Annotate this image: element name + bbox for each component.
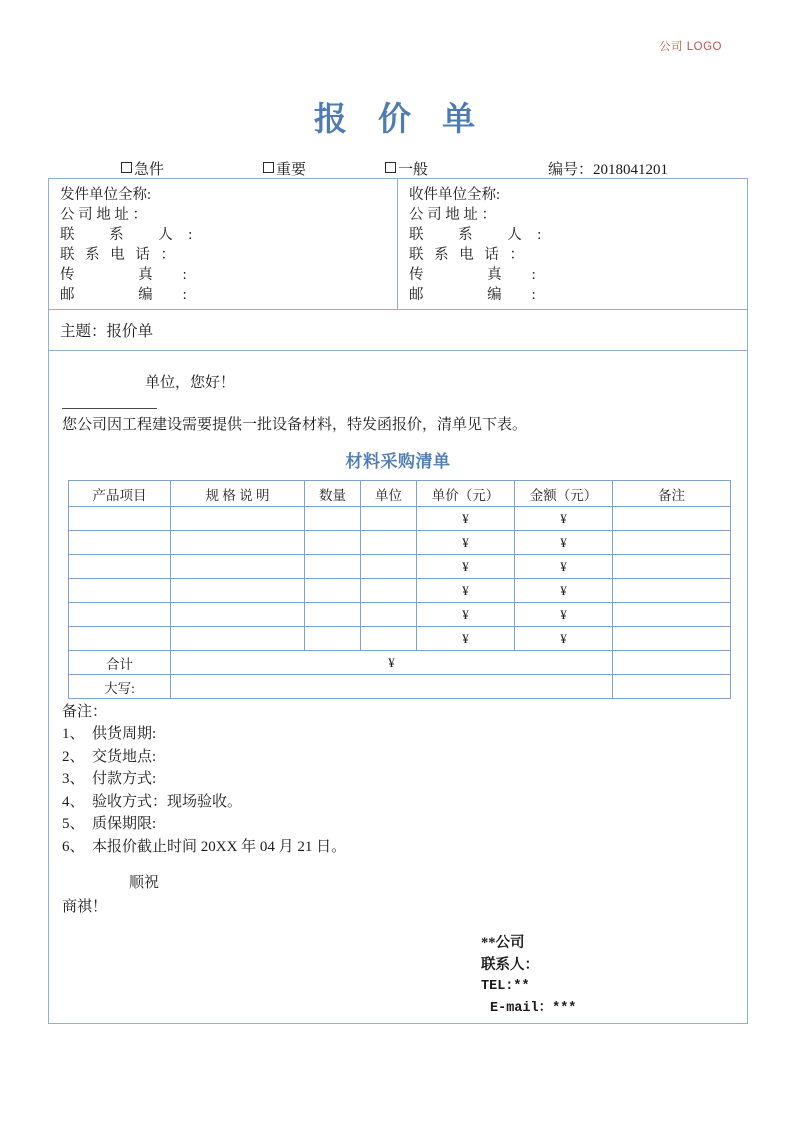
sender-address-label: 公 司 地 址 ：: [60, 207, 147, 223]
cell-product[interactable]: [69, 603, 171, 627]
sender-postcode-row[interactable]: [60, 285, 397, 305]
page-title: 报 价 单: [313, 100, 487, 137]
sender-name-label: 发件单位全称:: [60, 187, 152, 203]
cell-qty[interactable]: [305, 555, 361, 579]
cell-unit[interactable]: [361, 507, 417, 531]
checkbox-normal-box[interactable]: [385, 162, 396, 173]
cell-unit[interactable]: [361, 555, 417, 579]
cell-spec[interactable]: [171, 579, 305, 603]
receiver-name-label: 收件单位全称:: [409, 187, 501, 203]
sender-phone-row[interactable]: [60, 245, 397, 265]
total-value[interactable]: ¥: [171, 651, 613, 675]
cell-note[interactable]: [613, 579, 731, 603]
receiver-contact-label: 联 系 人:: [409, 227, 557, 243]
capital-value[interactable]: [171, 675, 613, 699]
quotation-table-wrap: [68, 480, 730, 699]
closing-line-2: 商祺！: [62, 899, 108, 915]
checkbox-normal[interactable]: [385, 160, 428, 180]
party-block: [49, 179, 747, 310]
table-row[interactable]: [69, 603, 731, 627]
receiver-fax-row[interactable]: [409, 265, 747, 285]
cell-product[interactable]: [69, 507, 171, 531]
remark-number-4: 4、: [62, 793, 85, 810]
document-frame: [48, 178, 748, 1024]
cell-amount[interactable]: ¥: [515, 531, 613, 555]
remark-text-5: 质保期限:: [92, 816, 157, 832]
sender-postcode-label: 邮 编:: [60, 287, 217, 303]
blank-fill-line[interactable]: [62, 408, 157, 409]
remarks-title: 备注：: [62, 704, 108, 720]
company-logo: 公司 LOGO: [659, 41, 722, 53]
remark-number-2: 2、: [62, 748, 85, 765]
capital-label: 大写:: [69, 675, 171, 699]
receiver-address-label: 公 司 地 址 ：: [409, 207, 496, 223]
remark-item-5: [62, 813, 346, 836]
cell-product[interactable]: [69, 579, 171, 603]
cell-price[interactable]: ¥: [417, 579, 515, 603]
sender-phone-label: 联 系 电 话 ：: [60, 247, 179, 263]
remark-number-6: 6、: [62, 838, 85, 855]
table-header-row: [69, 481, 731, 507]
checkbox-important[interactable]: [263, 160, 306, 180]
remark-text-4: 验收方式：现场验收。: [92, 793, 243, 810]
remark-item-4: [62, 791, 346, 814]
th-unit: 单位: [361, 481, 417, 507]
sender-address-row[interactable]: [60, 205, 397, 225]
cell-unit[interactable]: [361, 531, 417, 555]
cell-price[interactable]: ¥: [417, 507, 515, 531]
capital-note[interactable]: [613, 675, 731, 699]
cell-note[interactable]: [613, 531, 731, 555]
greeting-text: 单位，您好！: [145, 375, 236, 391]
remark-item-1: [62, 723, 346, 746]
table-row[interactable]: [69, 579, 731, 603]
table-row[interactable]: [69, 555, 731, 579]
table-row[interactable]: [69, 627, 731, 651]
cell-unit[interactable]: [361, 603, 417, 627]
cell-qty[interactable]: [305, 627, 361, 651]
th-price: 单价（元）: [417, 481, 515, 507]
sender-fax-row[interactable]: [60, 265, 397, 285]
receiver-name-row[interactable]: [409, 185, 747, 205]
total-note[interactable]: [613, 651, 731, 675]
cell-price[interactable]: ¥: [417, 531, 515, 555]
checkbox-normal-label: 一般: [398, 162, 429, 178]
cell-product[interactable]: [69, 627, 171, 651]
cell-spec[interactable]: [171, 531, 305, 555]
table-capital-row[interactable]: [69, 675, 731, 699]
sender-fax-label: 传 真:: [60, 267, 217, 283]
remark-number-3: 3、: [62, 771, 85, 787]
cell-qty[interactable]: [305, 603, 361, 627]
letter-body: [49, 351, 747, 1023]
remark-text-1: 供货周期:: [92, 726, 157, 742]
body-paragraph: 您公司因工程建设需要提供一批设备材料，特发函报价，清单见下表。: [62, 417, 528, 433]
section-title: 材料采购清单: [345, 452, 451, 471]
th-product: 产品项目: [69, 481, 171, 507]
remark-item-2: [62, 746, 346, 769]
cell-unit[interactable]: [361, 579, 417, 603]
receiver-column: [398, 179, 747, 309]
th-amount: 金额（元）: [515, 481, 613, 507]
signature-contact: 联系人：: [481, 956, 539, 973]
checkbox-important-box[interactable]: [263, 162, 274, 173]
remark-text-3: 付款方式:: [92, 771, 157, 787]
cell-note[interactable]: [613, 555, 731, 579]
receiver-phone-row[interactable]: [409, 245, 747, 265]
sender-contact-label: 联 系 人:: [60, 227, 208, 243]
th-qty: 数量: [305, 481, 361, 507]
receiver-phone-label: 联 系 电 话 ：: [409, 247, 528, 263]
remark-number-1: 1、: [62, 726, 85, 742]
cell-spec[interactable]: [171, 507, 305, 531]
remark-text-6: 本报价截止时间 20XX 年 04 月 21 日。: [92, 838, 347, 855]
receiver-postcode-row[interactable]: [409, 285, 747, 305]
cell-spec[interactable]: [171, 627, 305, 651]
signature-email: E-mail：***: [490, 1000, 577, 1016]
remark-item-6: [62, 836, 346, 859]
cell-amount[interactable]: ¥: [515, 627, 613, 651]
cell-amount[interactable]: ¥: [515, 603, 613, 627]
cell-unit[interactable]: [361, 627, 417, 651]
cell-note[interactable]: [613, 627, 731, 651]
cell-note[interactable]: [613, 507, 731, 531]
cell-price[interactable]: ¥: [417, 555, 515, 579]
cell-product[interactable]: [69, 555, 171, 579]
quotation-table: [68, 480, 731, 699]
cell-note[interactable]: [613, 603, 731, 627]
cell-price[interactable]: ¥: [417, 627, 515, 651]
table-row[interactable]: [69, 531, 731, 555]
table-total-row[interactable]: [69, 651, 731, 675]
cell-price[interactable]: ¥: [417, 603, 515, 627]
checkbox-urgent-label: 急件: [134, 162, 165, 178]
total-label: 合计: [69, 651, 171, 675]
serial-number: 编号：2018041201: [548, 162, 669, 178]
subject-row: 主题：报价单: [49, 310, 747, 351]
remark-number-5: 5、: [62, 816, 85, 832]
receiver-address-row[interactable]: [409, 205, 747, 225]
checkbox-important-label: 重要: [276, 162, 307, 178]
cell-qty[interactable]: [305, 507, 361, 531]
signature-block: [481, 933, 576, 1019]
sender-contact-row[interactable]: [60, 225, 397, 245]
checkbox-urgent[interactable]: [121, 160, 164, 180]
remark-text-2: 交货地点:: [92, 748, 157, 765]
receiver-postcode-label: 邮 编:: [409, 287, 566, 303]
cell-amount[interactable]: ¥: [515, 507, 613, 531]
th-spec: 规 格 说 明: [171, 481, 305, 507]
checkbox-urgent-box[interactable]: [121, 162, 132, 173]
cell-qty[interactable]: [305, 579, 361, 603]
receiver-contact-row[interactable]: [409, 225, 747, 245]
remarks-section: [62, 701, 346, 858]
cell-amount[interactable]: ¥: [515, 579, 613, 603]
sender-column: [49, 179, 398, 309]
th-note: 备注: [613, 481, 731, 507]
signature-company: **公司: [481, 935, 525, 951]
cell-product[interactable]: [69, 531, 171, 555]
signature-tel: TEL:**: [481, 979, 530, 994]
closing-line-1: 顺祝: [129, 875, 160, 891]
cell-qty[interactable]: [305, 531, 361, 555]
receiver-fax-label: 传 真:: [409, 267, 566, 283]
cell-spec[interactable]: [171, 555, 305, 579]
remark-item-3: [62, 768, 346, 791]
sender-name-row[interactable]: [60, 185, 397, 205]
cell-amount[interactable]: ¥: [515, 555, 613, 579]
table-row[interactable]: [69, 507, 731, 531]
cell-spec[interactable]: [171, 603, 305, 627]
